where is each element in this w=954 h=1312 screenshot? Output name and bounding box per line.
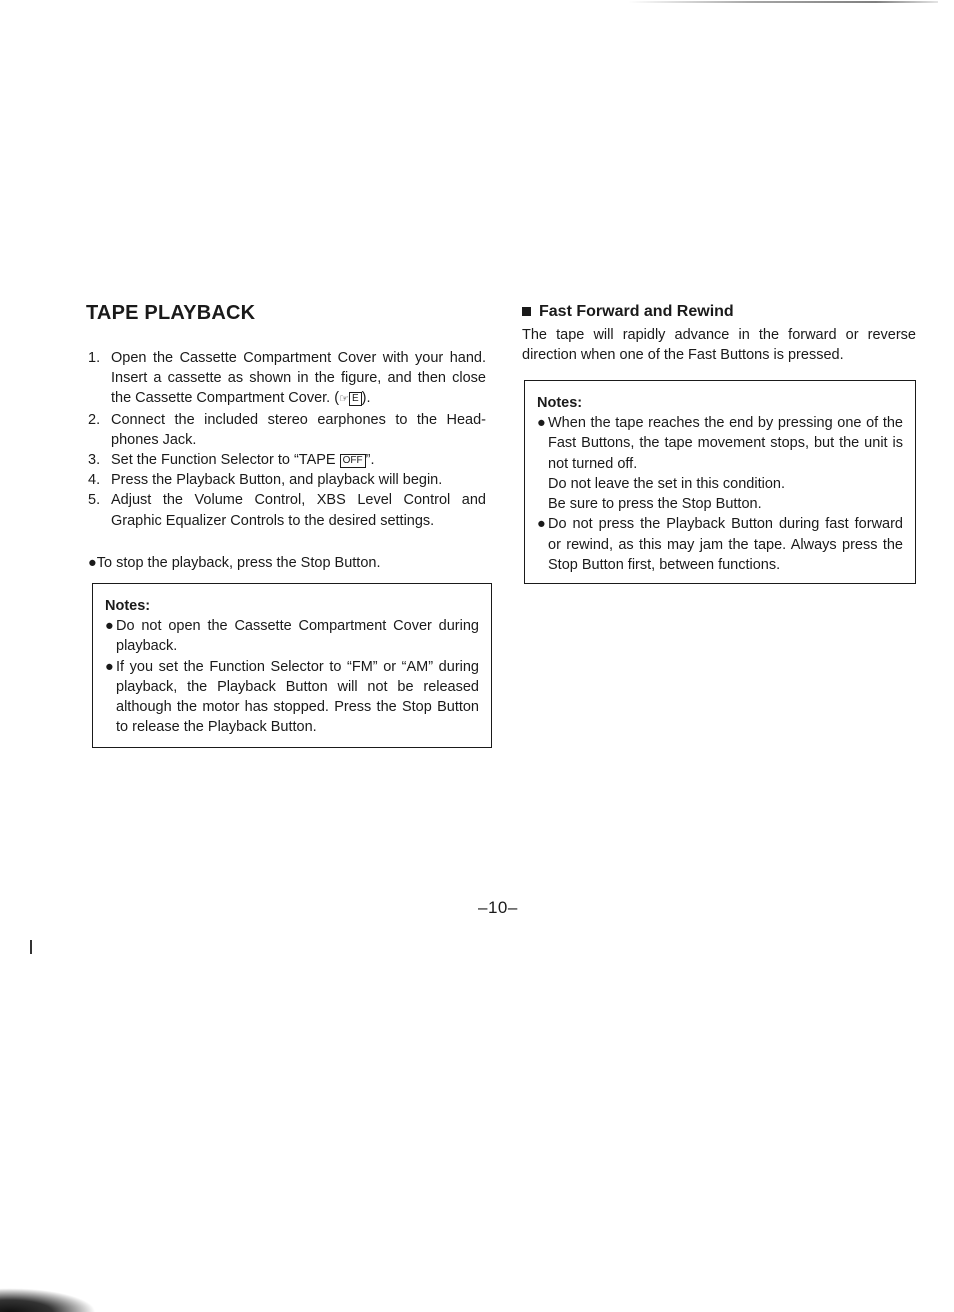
off-indicator-box: OFF [340, 454, 366, 468]
pointer-hand-icon: ☞ [339, 393, 349, 406]
notes-title: Notes: [537, 395, 583, 411]
note-item [105, 616, 479, 657]
note-continuation: Be sure to press the Stop Button. [548, 496, 762, 513]
intro-paragraph: The tape will rapidly advance in the forward or reverse direction when one of the Fast Buttons is pressed. [522, 327, 916, 364]
scan-artifact-mark [30, 940, 32, 954]
stop-instruction [88, 553, 486, 573]
bullet-icon: ● [88, 554, 97, 571]
figure-ref-box: E [349, 392, 362, 406]
note-item [105, 657, 479, 738]
section-title: TAPE PLAYBACK [86, 302, 256, 324]
square-bullet-icon [522, 307, 531, 316]
note-item [537, 514, 903, 575]
page-number: –10– [478, 898, 518, 917]
scan-artifact-top [628, 1, 938, 3]
bullet-icon: ● [537, 415, 546, 431]
bullet-icon: ● [105, 658, 114, 675]
step-item [86, 410, 486, 450]
step-text: Set the Function Selector to “TAPE [111, 452, 340, 469]
fast-forward-section [522, 302, 916, 574]
note-text: Do not press the Playback Button during fast forward or rewind, as this may jam the tape. Always press the Stop Button first, between functions. [548, 516, 903, 574]
note-continuation: Do not leave the set in this condition. [548, 475, 785, 492]
step-text: Adjust the Volume Control, XBS Level Control and Graphic Equalizer Controls to the desired settings. [111, 492, 486, 529]
tape-playback-section [86, 300, 486, 736]
step-number: 1. [88, 350, 101, 366]
step-number: 2. [88, 411, 101, 428]
notes-title: Notes: [105, 598, 151, 614]
step-text: Press the Playback Button, and playback will begin. [111, 472, 443, 489]
stop-text: To stop the playback, press the Stop Button. [96, 554, 381, 571]
step-text-end: ”. [365, 452, 375, 469]
step-item [86, 470, 486, 490]
subsection-title-text: Fast Forward and Rewind [539, 303, 734, 320]
note-text: Do not open the Cassette Compartment Cover during playback. [116, 618, 479, 655]
step-number: 5. [88, 492, 101, 509]
step-number: 4. [88, 472, 101, 489]
notes-box-playback [92, 583, 492, 748]
note-text: If you set the Function Selector to “FM” or “AM” during playback, the Playback Button will not be released although the motor has stopped. Press the Stop Button to release the Playback Button. [116, 658, 479, 736]
step-number: 3. [88, 452, 101, 469]
scan-artifact-corner [0, 1288, 96, 1312]
steps-list [86, 348, 486, 531]
note-item [537, 413, 903, 474]
step-text: Connect the included stereo earphones to the Head-phones Jack. [111, 411, 486, 448]
bullet-icon: ● [105, 618, 114, 634]
subsection-title [522, 302, 916, 322]
step-item [86, 450, 486, 470]
step-item [86, 348, 486, 410]
step-item [86, 490, 486, 530]
step-text-end: ). [361, 390, 371, 407]
step-text: Open the Cassette Compartment Cover with your hand. Insert a cassette as shown in the figure, and then close the Cassette Compartment Cover. ( [111, 350, 486, 407]
bullet-icon: ● [537, 516, 546, 533]
note-text: When the tape reaches the end by pressing one of the Fast Buttons, the tape movement stops, but the unit is not turned off. [548, 415, 903, 472]
notes-box-fast-forward [524, 380, 916, 584]
